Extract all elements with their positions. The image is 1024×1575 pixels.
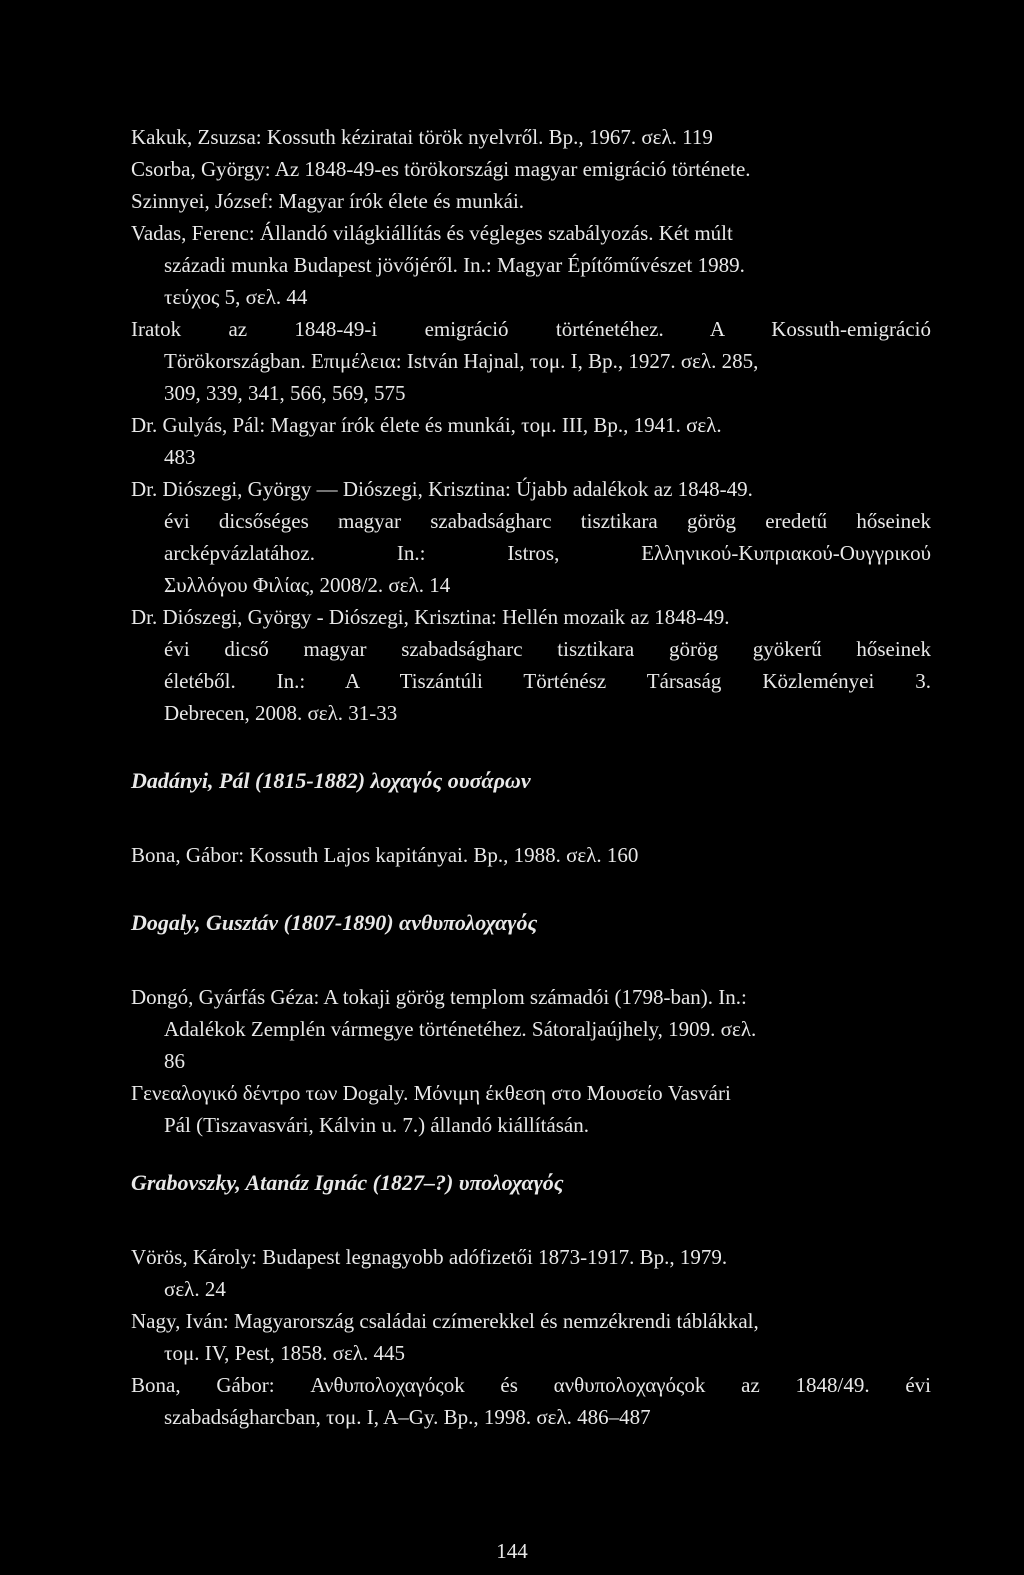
bibliography-entry: Dr. Diószegi, György — Diószegi, Krisztina: Újabb adalékok az 1848-49. — [131, 477, 753, 501]
bibliography-entry-continuation: Συλλόγου Φιλίας, 2008/2. σελ. 14 — [164, 573, 451, 597]
bibliography-entry-continuation: évi dicső magyar szabadságharc tisztikara görög gyökerű hőseinek — [164, 637, 931, 661]
bibliography-entry: Bona, Gábor: Ανθυπολοχαγόςok és ανθυπολοχαγόςok az 1848/49. évi — [131, 1373, 931, 1397]
bibliography-entry: Dr. Diószegi, György - Diószegi, Krisztina: Hellén mozaik az 1848-49. — [131, 605, 730, 629]
bibliography-entry: Vadas, Ferenc: Állandó világkiállítás és végleges szabályozás. Két múlt — [131, 221, 733, 245]
section-heading-grabovszky: Grabovszky, Atanáz Ignác (1827–?) υπολοχαγός — [131, 1170, 564, 1195]
bibliography-entry-continuation: évi dicsőséges magyar szabadságharc tisztikara görög eredetű hőseinek — [164, 509, 931, 533]
bibliography-entry-continuation: 86 — [164, 1049, 185, 1073]
bibliography-entry: Kakuk, Zsuzsa: Kossuth kéziratai török nyelvről. Bp., 1967. σελ. 119 — [131, 125, 713, 149]
bibliography-entry: Csorba, György: Az 1848-49-es törökországi magyar emigráció története. — [131, 157, 751, 181]
bibliography-entry-continuation: 483 — [164, 445, 196, 469]
bibliography-entry: Dr. Gulyás, Pál: Magyar írók élete és munkái, τομ. III, Bp., 1941. σελ. — [131, 413, 722, 437]
bibliography-entry-continuation: 309, 339, 341, 566, 569, 575 — [164, 381, 406, 405]
bibliography-entry-continuation: τομ. IV, Pest, 1858. σελ. 445 — [164, 1341, 405, 1365]
bibliography-entry-continuation: életéből. In.: A Tiszántúli Történész Társaság Közleményei 3. — [164, 669, 931, 693]
bibliography-entry: Dongó, Gyárfás Géza: A tokaji görög templom számadói (1798-ban). In.: — [131, 985, 747, 1009]
bibliography-entry-continuation: arcképvázlatához. In.: Istros, Ελληνικού-Κυπριακού-Ουγγρικού — [164, 541, 931, 565]
section-heading-dogaly: Dogaly, Gusztáv (1807-1890) ανθυπολοχαγός — [131, 910, 538, 935]
bibliography-entry-continuation: szabadságharcban, τομ. I, A–Gy. Bp., 1998. σελ. 486–487 — [164, 1405, 651, 1429]
bibliography-entry: Nagy, Iván: Magyarország családai czímerekkel és nemzékrendi táblákkal, — [131, 1309, 759, 1333]
bibliography-entry-continuation: τεύχος 5, σελ. 44 — [164, 285, 308, 309]
bibliography-entry-continuation: századi munka Budapest jövőjéről. In.: Magyar Építőművészet 1989. — [164, 253, 745, 277]
bibliography-entry: Vörös, Károly: Budapest legnagyobb adófizetői 1873-1917. Bp., 1979. — [131, 1245, 728, 1269]
section-heading-dadanyi: Dadányi, Pál (1815-1882) λοχαγός ουσάρων — [131, 768, 531, 793]
bibliography-entry-continuation: Adalékok Zemplén vármegye történetéhez. Sátoraljaújhely, 1909. σελ. — [164, 1017, 757, 1041]
bibliography-entry-continuation: σελ. 24 — [164, 1277, 226, 1301]
bibliography-entry: Iratok az 1848-49-i emigráció történetéhez. A Kossuth-emigráció — [131, 317, 931, 341]
bibliography-entry-continuation: Debrecen, 2008. σελ. 31-33 — [164, 701, 398, 725]
bibliography-entry-continuation: Törökországban. Επιμέλεια: István Hajnal, τομ. I, Bp., 1927. σελ. 285, — [164, 349, 759, 373]
page-number: 144 — [496, 1539, 528, 1563]
bibliography-entry: Szinnyei, József: Magyar írók élete és munkái. — [131, 189, 525, 213]
bibliography-entry: Bona, Gábor: Kossuth Lajos kapitányai. Bp., 1988. σελ. 160 — [131, 843, 639, 867]
bibliography-entry: Γενεαλογικό δέντρο των Dogaly. Μόνιμη έκθεση στο Μουσείο Vasvári — [131, 1081, 731, 1105]
bibliography-entry-continuation: Pál (Tiszavasvári, Kálvin u. 7.) állandó kiállításán. — [164, 1113, 589, 1137]
